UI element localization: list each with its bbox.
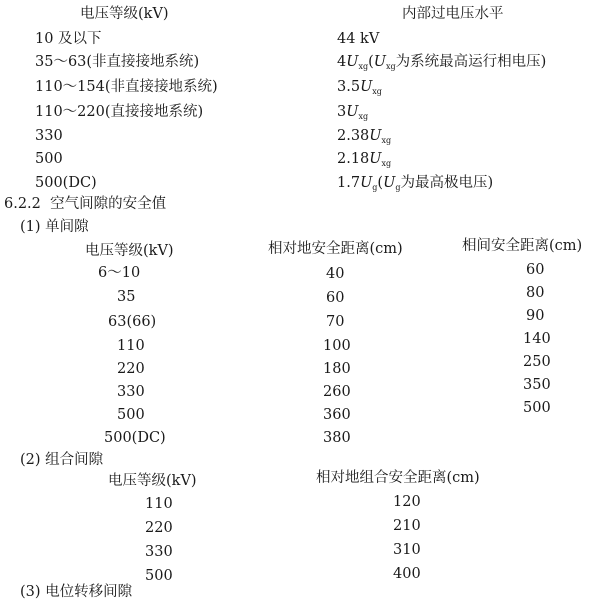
table3-voltage-4: 500 xyxy=(145,568,173,584)
table2-header-phase: 相间安全距离(cm) xyxy=(462,238,583,254)
table2-voltage-4: 110 xyxy=(117,338,145,354)
table2-voltage-7: 500 xyxy=(117,407,145,423)
table2-voltage-5: 220 xyxy=(117,361,145,377)
section-title: 空气间隙的安全值 xyxy=(50,196,167,212)
table1-voltage-6: 500 xyxy=(35,151,63,167)
table2-header-ground: 相对地安全距离(cm) xyxy=(268,241,403,257)
subsection-combined-gap: (2) 组合间隙 xyxy=(20,452,104,468)
table2-voltage-2: 35 xyxy=(117,289,136,305)
table2-voltage-1: 6～10 xyxy=(98,265,141,281)
subsection-single-gap: (1) 单间隙 xyxy=(20,219,89,235)
table3-distance-4: 400 xyxy=(393,566,421,582)
table1-level-7: $1.7U_g(U_g$为最高极电压) xyxy=(337,175,494,192)
section-heading xyxy=(4,195,166,213)
table2-phase-7: 500 xyxy=(523,400,551,416)
table1-header-voltage: 电压等级(kV) xyxy=(80,6,169,22)
table1-level-5: $2.38U_{xg}$ xyxy=(337,128,392,145)
table2-header-voltage: 电压等级(kV) xyxy=(85,243,174,259)
table3-voltage-1: 110 xyxy=(145,496,173,512)
table1-level-3: $3.5U_{xg}$ xyxy=(337,79,382,96)
table2-phase-6: 350 xyxy=(523,377,551,393)
table3-voltage-2: 220 xyxy=(145,520,173,536)
table3-distance-3: 310 xyxy=(393,542,421,558)
table2-phase-5: 250 xyxy=(523,354,551,370)
table1-voltage-5: 330 xyxy=(35,128,63,144)
subsection-potential-transfer-gap: (3) 电位转移间隙 xyxy=(20,584,133,600)
table3-distance-1: 120 xyxy=(393,494,421,510)
table1-level-1: 44 kV xyxy=(337,31,380,47)
table2-phase-3: 90 xyxy=(526,308,545,324)
table1-voltage-7: 500(DC) xyxy=(35,175,97,191)
table1-header-level: 内部过电压水平 xyxy=(402,6,504,22)
table2-ground-3: 70 xyxy=(326,314,345,330)
table1-level-6: $2.18U_{xg}$ xyxy=(337,151,392,168)
table2-phase-4: 140 xyxy=(523,331,551,347)
table2-ground-6: 260 xyxy=(323,384,351,400)
table2-voltage-3: 63(66) xyxy=(108,314,157,330)
table2-voltage-6: 330 xyxy=(117,384,145,400)
table2-phase-2: 80 xyxy=(526,285,545,301)
table3-voltage-3: 330 xyxy=(145,544,173,560)
table3-header-distance: 相对地组合安全距离(cm) xyxy=(316,470,480,486)
table2-ground-4: 100 xyxy=(323,338,351,354)
table3-distance-2: 210 xyxy=(393,518,421,534)
table2-ground-2: 60 xyxy=(326,290,345,306)
table2-ground-1: 40 xyxy=(326,266,345,282)
table1-voltage-1: 10 及以下 xyxy=(35,31,102,47)
table2-ground-5: 180 xyxy=(323,361,351,377)
table1-level-4: $3U_{xg}$ xyxy=(337,104,369,121)
table1-voltage-2: 35～63(非直接接地系统) xyxy=(35,54,200,70)
table2-voltage-8: 500(DC) xyxy=(104,430,166,446)
table1-voltage-3: 110～154(非直接接地系统) xyxy=(35,79,218,95)
table2-phase-1: 60 xyxy=(526,262,545,278)
table1-voltage-4: 110～220(直接接地系统) xyxy=(35,104,204,120)
section-number: 6.2.2 xyxy=(4,196,41,212)
table2-ground-8: 380 xyxy=(323,430,351,446)
table2-ground-7: 360 xyxy=(323,407,351,423)
table3-header-voltage: 电压等级(kV) xyxy=(108,473,197,489)
table1-level-2: $4U_{xg}(U_{xg}$为系统最高运行相电压) xyxy=(337,54,547,71)
